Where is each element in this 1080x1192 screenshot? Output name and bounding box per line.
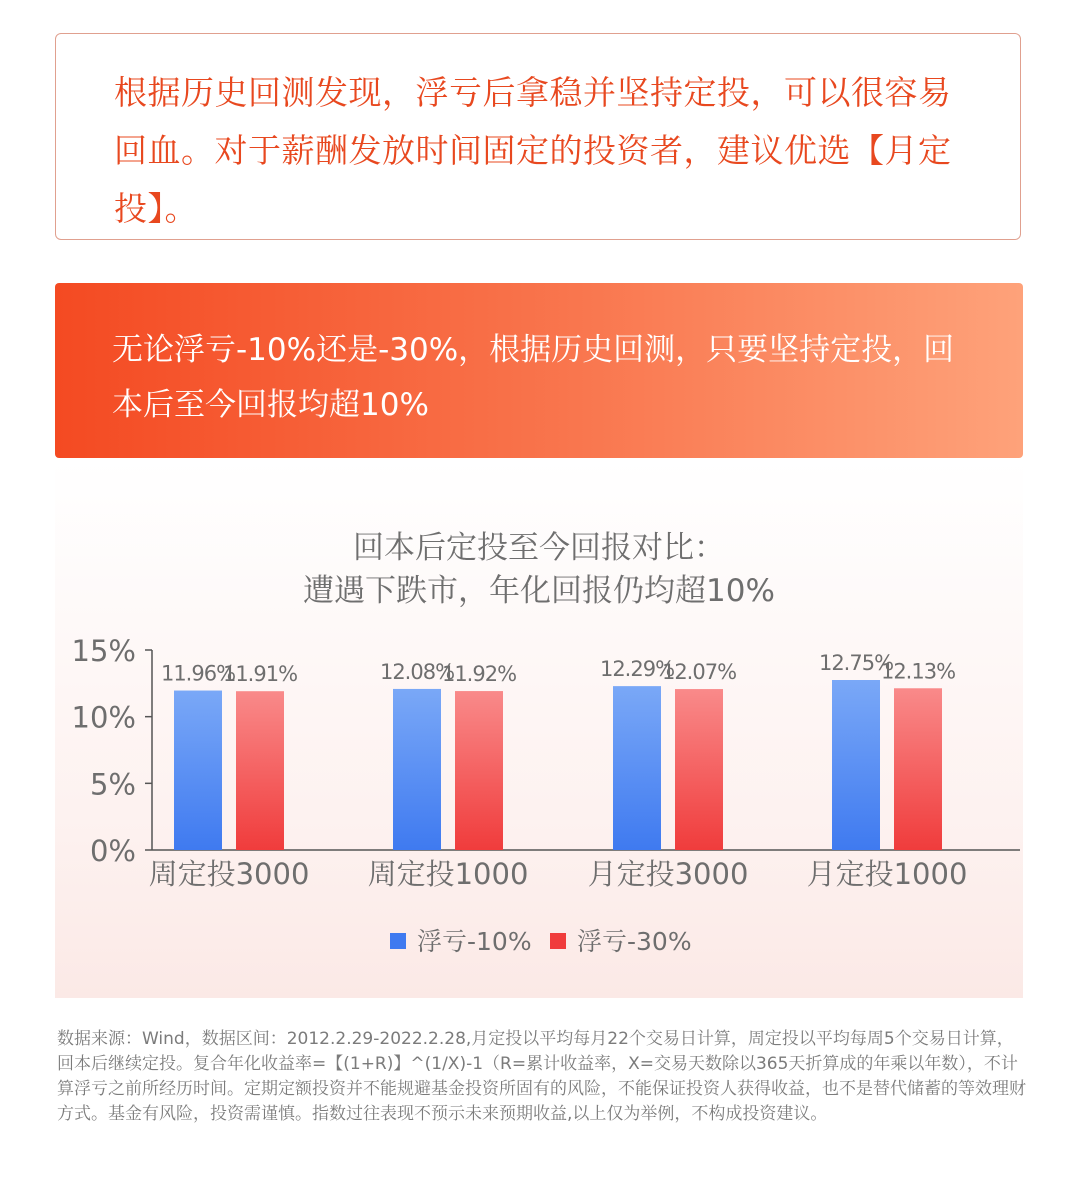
y-tick-label: 0% bbox=[89, 834, 136, 868]
bar bbox=[455, 691, 503, 850]
x-tick-label: 月定投1000 bbox=[806, 857, 968, 891]
chart-panel bbox=[55, 460, 1023, 998]
bar bbox=[393, 689, 441, 850]
x-tick-label: 周定投1000 bbox=[367, 857, 529, 891]
bar bbox=[894, 688, 942, 850]
highlight-banner bbox=[55, 283, 1023, 458]
notice-box bbox=[55, 33, 1021, 240]
legend-label: 浮亏-10% bbox=[417, 927, 532, 956]
bar bbox=[675, 689, 723, 850]
bar bbox=[613, 686, 661, 850]
data-label: 11.92% bbox=[441, 662, 517, 687]
x-tick-label: 月定投3000 bbox=[587, 857, 749, 891]
data-label: 12.75% bbox=[818, 651, 894, 675]
y-tick-label: 15% bbox=[71, 634, 136, 668]
banner-text: 无论浮亏-10%还是-30%，根据历史回测，只要坚持定投，回本后至今回报均超10% bbox=[112, 332, 955, 423]
data-label: 11.96% bbox=[160, 661, 236, 686]
legend-swatch bbox=[550, 933, 566, 949]
data-label: 12.07% bbox=[661, 660, 737, 685]
bar bbox=[832, 680, 880, 850]
data-label: 12.29% bbox=[599, 657, 675, 682]
x-tick-label: 周定投3000 bbox=[148, 857, 310, 891]
chart-title-line2: 遭遇下跌市，年化回报仍均超10% bbox=[303, 573, 775, 609]
legend-label: 浮亏-30% bbox=[577, 927, 692, 956]
chart-title-line1: 回本后定投至今回报对比： bbox=[353, 530, 725, 566]
y-tick-label: 5% bbox=[89, 767, 136, 802]
data-label: 11.91% bbox=[222, 662, 298, 687]
y-tick-label: 10% bbox=[71, 700, 136, 735]
legend-swatch bbox=[390, 933, 406, 949]
notice-text: 根据历史回测发现，浮亏后拿稳并坚持定投，可以很容易回血。对于薪酬发放时间固定的投资者，建议优选【月定投】。 bbox=[114, 73, 952, 228]
footnote: 数据来源：Wind，数据区间：2012.2.29-2022.2.28,月定投以平均每月22个交易日计算，周定投以平均每周5个交易日计算，回本后继续定投。复合年化收益率=【(1+R)】^(1/X)-1（R=累计收益率，X=交易天数除以365天折算成的年乘以年数），不计算浮亏之前所经历时间。定期定额投资并不能规避基金投资所固有的风险，不能保证投资人获得收益，也不是替代储蓄的等效理财方式。基金有风险，投资需谨慎。指数过往表现不预示未来预期收益,以上仅为举例，不构成投资建议。 bbox=[57, 1029, 1026, 1124]
data-label: 12.08% bbox=[379, 659, 455, 684]
bar bbox=[236, 691, 284, 850]
bar bbox=[174, 691, 222, 850]
data-label: 12.13% bbox=[880, 659, 956, 684]
bar-chart bbox=[55, 460, 1023, 998]
